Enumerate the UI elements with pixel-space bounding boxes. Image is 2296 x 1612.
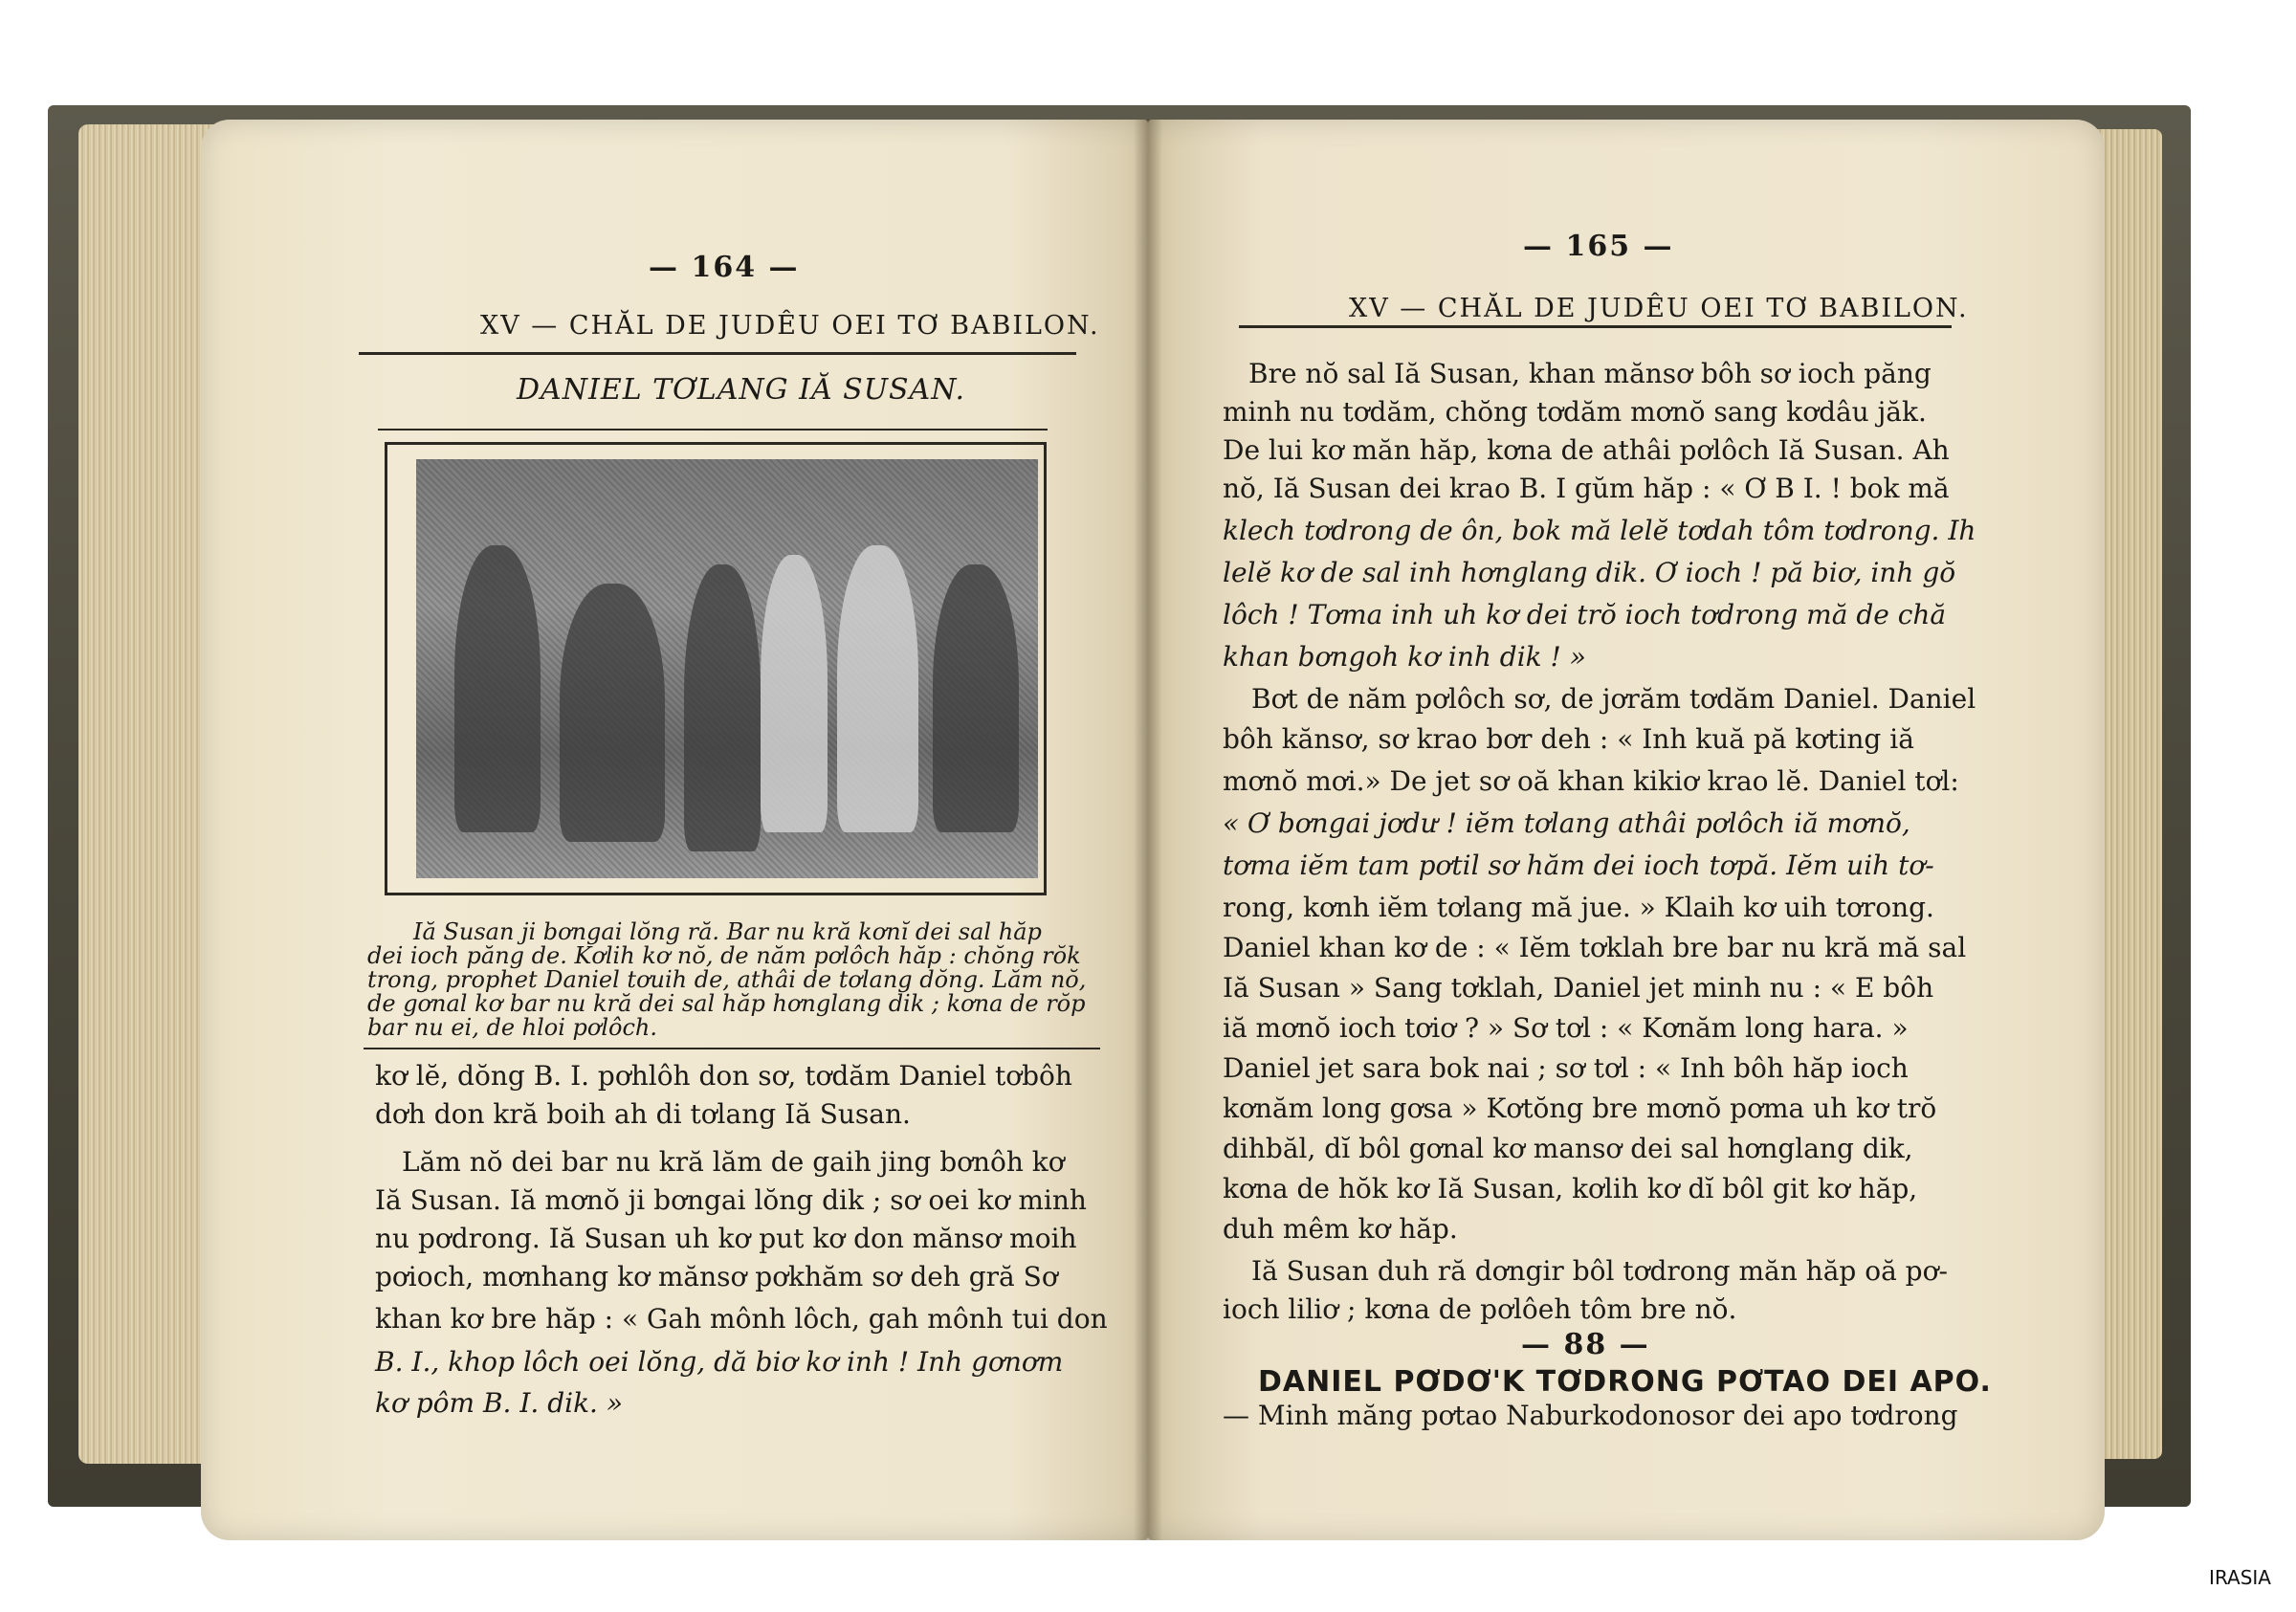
right-body-line: nŏ, Iă Susan dei krao B. I gŭm hăp : « Ơ B I. ! bok mă (1223, 473, 1950, 504)
left-section-title: DANIEL TƠLANG IĂ SUSAN. (517, 373, 966, 407)
right-body-line: Bơt de năm pơlôch sơ, de jơrăm tơdăm Daniel. Daniel (1251, 683, 1976, 715)
left-body-line: nu pơdrong. Iă Susan uh kơ put kơ don mănsơ moih (375, 1223, 1077, 1254)
engraving-illustration (416, 459, 1038, 878)
right-running-head: XV — CHĂL DE JUDÊU OEI TƠ BABILON. (1349, 294, 1969, 323)
left-body-line: kơ lĕ, dŏng B. I. pơhlôh don sơ, tơdăm Daniel tơbôh (375, 1060, 1072, 1092)
right-body-line: « Ơ bơngai jơdư ! iĕm tơlang athâi pơlôch iă mơnŏ, (1223, 807, 1910, 839)
right-body-line: Bre nŏ sal Iă Susan, khan mănsơ bôh sơ ioch păng (1248, 358, 1932, 389)
right-page-number: — 165 — (1523, 230, 1674, 263)
right-body-line: Iă Susan » Sang tơklah, Daniel jet minh nu : « E bôh (1223, 972, 1934, 1004)
caption-line: Iă Susan ji bơngai lŏng ră. Bar nu kră kơnĭ dei sal hăp (413, 918, 1042, 945)
right-body-line: kơnăm long gơsa » Kơtŏng bre mơnŏ pơma uh kơ trŏ (1223, 1093, 1937, 1124)
right-body-line: De lui kơ măn hăp, kơna de athâi pơlôch Iă Susan. Ah (1223, 434, 1950, 466)
caption-rule (364, 1048, 1100, 1049)
right-body-line: rong, kơnh iĕm tơlang mă jue. » Klaih kơ uih tơrong. (1223, 892, 1934, 923)
right-body-line: dihbăl, dĭ bôl gơnal kơ mansơ dei sal hơnglang dik, (1223, 1133, 1913, 1164)
left-body-line: dơh don kră boih ah di tơlang Iă Susan. (375, 1098, 911, 1130)
right-body-line: kơna de hŏk kơ Iă Susan, kơlih kơ dĭ bôl git kơ hăp, (1223, 1173, 1918, 1204)
figure-silhouette (454, 545, 541, 832)
right-body-line: duh mêm kơ hăp. (1223, 1213, 1458, 1245)
lesson-number: — 88 — (1521, 1328, 1650, 1361)
caption-line: bar nu ei, de hloi pơlôch. (367, 1014, 657, 1041)
figure-susan (837, 545, 918, 832)
figure-silhouette (933, 564, 1019, 832)
left-body-line: pơioch, mơnhang kơ mănsơ pơkhăm sơ deh gră Sơ (375, 1261, 1058, 1292)
lesson-first-line: — Minh măng pơtao Naburkodonosor dei apo tơdrong (1223, 1400, 1958, 1431)
right-body-line: lelĕ kơ de sal inh hơnglang dik. Ơ ioch ! pă biơ, inh gŏ (1223, 557, 1956, 588)
book-gutter (1134, 120, 1162, 1540)
figure-silhouette (560, 584, 665, 842)
left-body-line: Lăm nŏ dei bar nu kră lăm de gaih jing bơnôh kơ (402, 1146, 1065, 1178)
lesson-title: DANIEL PƠDƠ'K TƠDRONG PƠTAO DEI APO. (1258, 1365, 1992, 1399)
caption-line: trong, prophet Daniel tơuih de, athâi de tơlang dŏng. Lăm nŏ, (367, 966, 1087, 993)
caption-line: dei ioch păng de. Kơlih kơ nŏ, de năm pơlôch hăp : chŏng rŏk (367, 942, 1081, 969)
right-body-line: Iă Susan duh ră dơngir bôl tơdrong măn hăp oă pơ- (1251, 1255, 1948, 1287)
right-body-line: ioch liliơ ; kơna de pơlôeh tôm bre nŏ. (1223, 1293, 1737, 1325)
figure-silhouette (684, 564, 761, 851)
right-body-line: tơma iĕm tam pơtil sơ hăm dei ioch tơpă. Iĕm uih tơ- (1223, 850, 1934, 881)
caption-line: de gơnal kơ bar nu kră dei sal hăp hơnglang dik ; kơna de rŏp (367, 990, 1086, 1017)
left-body-line: Iă Susan. Iă mơnŏ ji bơngai lŏng dik ; sơ oei kơ minh (375, 1184, 1087, 1216)
left-body-line: khan kơ bre hăp : « Gah mônh lôch, gah mônh tui don (375, 1303, 1108, 1335)
right-body-line: mơnŏ mơi.» De jet sơ oă khan kikiơ krao lĕ. Daniel tơl: (1223, 765, 1959, 797)
right-body-line: iă mơnŏ ioch tơiơ ? » Sơ tơl : « Kơnăm long hara. » (1223, 1012, 1909, 1044)
right-body-line: khan bơngoh kơ inh dik ! » (1223, 641, 1586, 673)
right-body-line: lôch ! Tơma inh uh kơ dei trŏ ioch tơdrong mă de chă (1223, 599, 1947, 630)
right-head-rule (1239, 325, 1952, 328)
right-body-line: minh nu tơdăm, chŏng tơdăm mơnŏ sang kơdâu jăk. (1223, 396, 1927, 428)
left-head-rule (359, 352, 1076, 355)
left-running-head: XV — CHĂL DE JUDÊU OEI TƠ BABILON. (480, 311, 1100, 341)
figure-daniel (761, 555, 828, 832)
left-page-number: — 164 — (649, 251, 800, 284)
right-body-line: Daniel khan kơ de : « Iĕm tơklah bre bar nu kră mă sal (1223, 932, 1967, 963)
right-body-line: Daniel jet sara bok nai ; sơ tơl : « Inh bôh hăp ioch (1223, 1052, 1909, 1084)
watermark: IRASIA (2209, 1566, 2271, 1589)
left-title-rule (378, 429, 1048, 431)
right-body-line: bôh kănsơ, sơ krao bơr deh : « Inh kuă pă kơting iă (1223, 723, 1914, 755)
right-body-line: klech tơdrong de ôn, bok mă lelĕ tơdah tôm tơdrong. Ih (1223, 515, 1976, 546)
left-body-line: B. I., khop lôch oei lŏng, dă biơ kơ inh ! Inh gơnơm (375, 1346, 1064, 1378)
left-body-line: kơ pôm B. I. dik. » (375, 1387, 623, 1419)
